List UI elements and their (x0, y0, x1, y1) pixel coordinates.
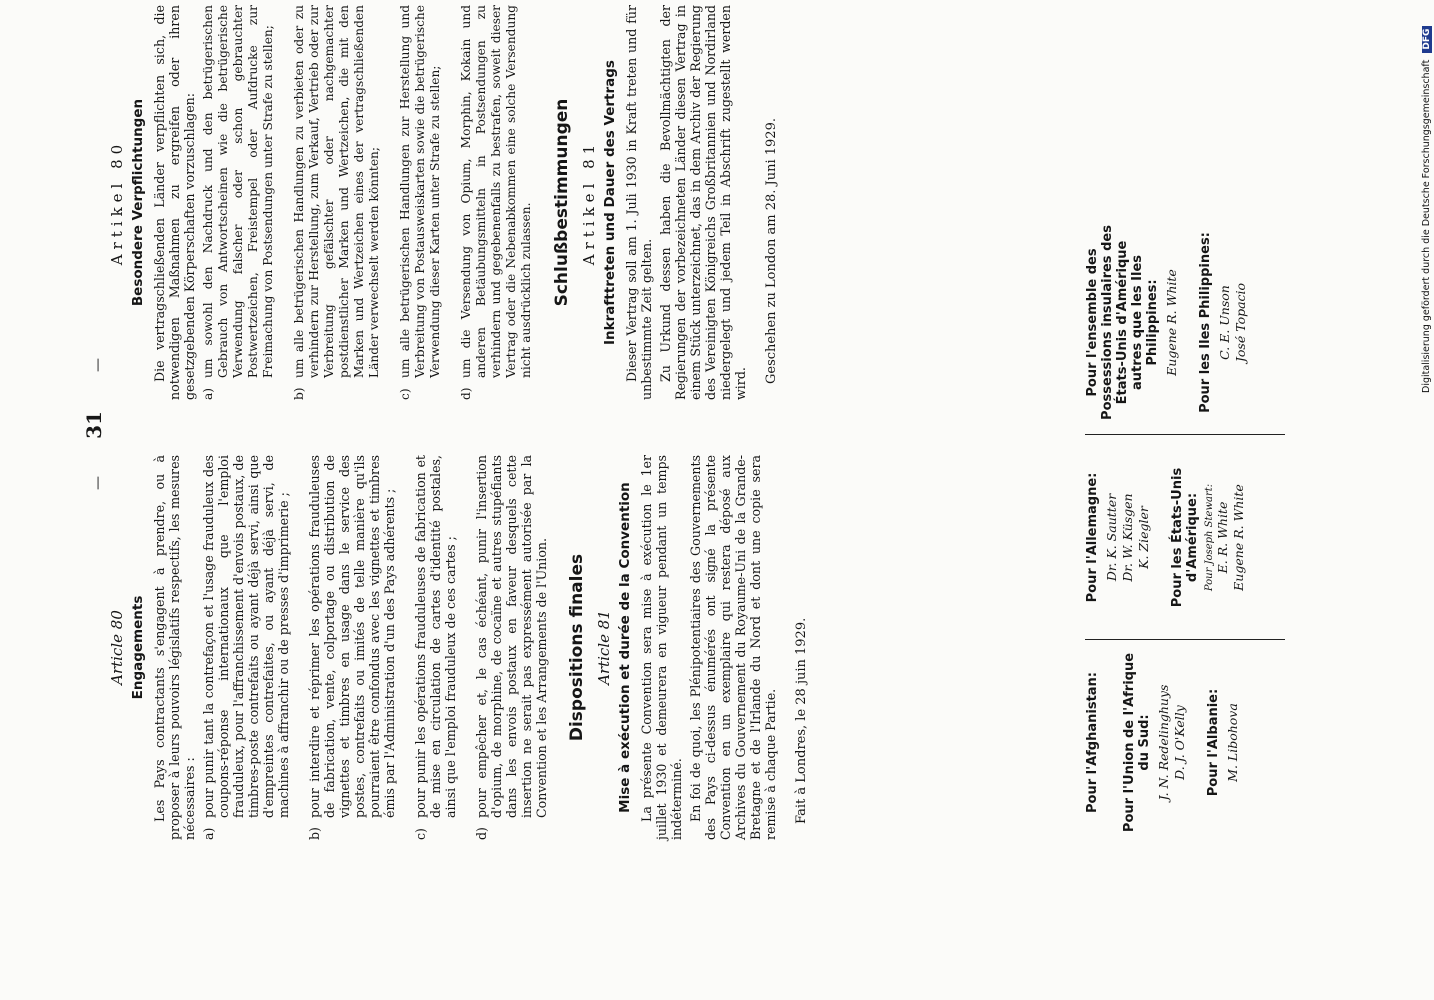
fr-article-80-title: Article 80 (108, 610, 126, 685)
signatory-name: Dr. W. Küsgen (1120, 493, 1135, 582)
fr-item-text: pour empêcher et, le cas échéant, punir l'insertion d'opium, de morphine, de cocaïne et autres stupéfiants dans les envois postaux en faveur desquels cette insertion ne serait pas expressément autorisée par la Convention et les Arrangements de l'Union. (474, 455, 549, 818)
signature-column-right (1085, 215, 1300, 430)
signatory-name: Eugene R. White (1231, 484, 1246, 591)
fr-place-date: Fait à Londres, le 28 juin 1929. (794, 617, 809, 824)
de-article-80-intro: Die vertragschließenden Länder verpflichten sich, die notwendigen Maßnahmen zu ergreifen oder ihren gesetzgebenden Körperschaften vorzuschlagen: (152, 5, 197, 400)
fr-article-81-title: Article 81 (595, 610, 613, 685)
de-article-81-heading: Inkrafttreten und Dauer des Vertrags (602, 60, 618, 345)
de-item-label: b) (292, 387, 306, 400)
signatory-name: J. N. Redelinghuys (1156, 684, 1171, 801)
de-article-81-paragraph-1: Dieser Vertrag soll am 1. Juli 1930 in Kraft treten und für unbestimmte Zeit gelten. (624, 5, 654, 400)
fr-item-d (474, 455, 549, 840)
de-item-b (292, 5, 382, 400)
fr-item-label: c) (413, 828, 428, 840)
signatory-note: Pour Joseph Stewart: (1204, 483, 1215, 592)
credit-text: Digitalisierung gefördert durch die Deutsche Forschungsgemeinschaft (1421, 59, 1432, 393)
de-article-81-paragraph-2: Zu Urkund dessen haben die Bevollmächtigten der Regierungen der vorbezeichneten Länder diesen Vertrag in einem Stück unterzeichnet, das in dem Archiv der Regierung des Vereinigten Königreichs Großbritannien und Nordirland niedergelegt und jedem Teil in Abschrift zugestellt werden wird. (658, 5, 748, 400)
signatory-country: Pour l'Union de l'Afrique du Sud: (1122, 652, 1152, 833)
de-item-d (459, 5, 534, 400)
fr-article-81-heading: Mise à exécution et durée de la Convention (617, 482, 633, 813)
signature-column-middle (1085, 440, 1300, 635)
de-item-label: a) (201, 387, 215, 400)
de-article-80-heading: Besondere Verpflichtungen (130, 98, 146, 307)
signature-block (1085, 5, 1300, 840)
de-item-text: um alle betrügerischen Handlungen zu verbieten oder zu verhindern zur Herstellung, zum Verkauf, Vertrieb oder zur Verbreitung gefälschter oder nachgemachter postdienstlicher Marken und Wertzeichen, die mit den Marken und Wertzeichen eines der vertragschließenden Länder verwechselt werden könnten; (292, 5, 381, 378)
fr-article-81-paragraph-2: En foi de quoi, les Plénipotentiaires des Gouvernements des Pays ci-dessus énumérés ont signé la présente Convention en un exemplaire qui restera déposé aux Archives du Gouvernement du Royaume-Uni de la Grande-Bretagne et de l'Irlande du Nord et dont une copie sera remise à chaque Partie. (688, 455, 778, 840)
de-article-80-title: Artikel 80 (108, 139, 126, 266)
de-place-date: Geschehen zu London am 28. Juni 1929. (764, 118, 779, 384)
signatory-name: Eugene R. White (1164, 269, 1179, 376)
fr-item-text: pour punir tant la contrefaçon et l'usage frauduleux des coupons-réponse internationaux que l'emploi frauduleux, pour l'affranchissement d'envois postaux, de timbres-poste contrefaits ou ayant déjà servi, ainsi que d'empreintes contrefaites, ou ayant déjà servi, de machines à affranchir ou de presses d'imprimerie ; (201, 455, 291, 818)
column-divider (1085, 639, 1285, 640)
de-item-text: um sowohl den Nachdruck und den betrügerischen Gebrauch von Antwortscheinen wie die betrügerische Verwendung falscher oder schon gebrauchter Postwertzeichen, Freistempel oder Aufdrucke zur Freimachung von Postsendungen unter Strafe zu stellen; (201, 5, 275, 378)
de-item-label: c) (398, 388, 412, 400)
de-item-text: um die Versendung von Opium, Morphin, Kokain und anderen Betäubungsmitteln in Postsendungen zu verhindern und gegebenenfalls zu bestrafen, soweit dieser Vertrag oder die Nebenabkommen eine solche Versendung nicht ausdrücklich zulassen. (459, 5, 533, 378)
signatory-name: José Topacio (1233, 282, 1248, 363)
fr-article-80-heading: Engagements (130, 595, 146, 700)
fr-item-b (307, 455, 397, 840)
signatory-name: D. J. O'Kelly (1172, 705, 1187, 780)
fr-item-label: a) (201, 827, 216, 840)
de-item-a (201, 5, 276, 400)
page-number-dash-left: — (90, 476, 106, 490)
signatory-name: Dr. K. Sautter (1104, 493, 1119, 582)
signatory-country: Pour les États-Unis d'Amérique: (1170, 467, 1200, 608)
signatory-country: Pour l'Albanie: (1206, 688, 1221, 797)
fr-item-label: d) (474, 827, 489, 840)
fr-item-label: b) (307, 827, 322, 840)
fr-item-c (413, 455, 458, 840)
dfg-logo: DFG (1422, 26, 1432, 53)
fr-article-80-intro: Les Pays contractants s'engagent à prendre, ou à proposer à leurs pouvoirs législatifs respectifs, les mesures nécessaires : (152, 455, 197, 840)
de-item-text: um alle betrügerischen Handlungen zur Herstellung und Verbreitung von Postausweiskarten sowie die betrügerische Verwendung dieser Karten unter Strafe zu stellen; (398, 5, 442, 378)
signatory-country: Pour les Iles Philippines: (1198, 232, 1213, 413)
signatory-country: Pour l'ensemble des Possessions insulaires des États-Unis d'Amérique autres que les Iles Philippines: (1085, 225, 1160, 420)
de-item-label: d) (459, 387, 473, 400)
signatory-name: E. R. White (1215, 501, 1230, 574)
de-article-81-title: Artikel 81 (580, 139, 598, 266)
signatory-name: C. E. Unson (1217, 285, 1232, 360)
signatory-country: Pour l'Afghanistan: (1085, 671, 1100, 814)
column-divider (1085, 434, 1285, 435)
fr-final-provisions-heading: Dispositions finales (567, 553, 587, 742)
page-number-dash-right: — (90, 358, 106, 372)
de-final-provisions-heading: Schlußbestimmungen (552, 98, 572, 307)
digitization-credit (1418, 8, 1434, 393)
fr-article-81-paragraph-1: La présente Convention sera mise à exécution le 1er juillet 1930 et demeurera en vigueur pendant un temps indéterminé. (639, 455, 684, 840)
fr-item-a (201, 455, 291, 840)
fr-item-text: pour interdire et réprimer les opérations frauduleuses de fabrication, vente, colportage ou distribution de vignettes et timbres en usage dans le service des postes, contrefaits ou imités de telle manière qu'ils pourraient être confondus avec les vignettes et timbres émis par l'Administration d'un des Pays adhérents ; (307, 455, 397, 818)
de-item-c (398, 5, 443, 400)
signature-column-left (1085, 645, 1300, 840)
signatory-name: M. Libohova (1225, 703, 1240, 782)
french-column (108, 455, 809, 840)
signatory-name: K. Ziegler (1136, 506, 1151, 569)
signatory-country: Pour l'Allemagne: (1085, 472, 1100, 603)
german-column (108, 5, 779, 400)
fr-item-text: pour punir les opérations frauduleuses de fabrication et de mise en circulation de cartes d'identité postales, ainsi que l'emploi frauduleux de ces cartes ; (413, 455, 458, 818)
page-number: 31 (82, 411, 106, 439)
